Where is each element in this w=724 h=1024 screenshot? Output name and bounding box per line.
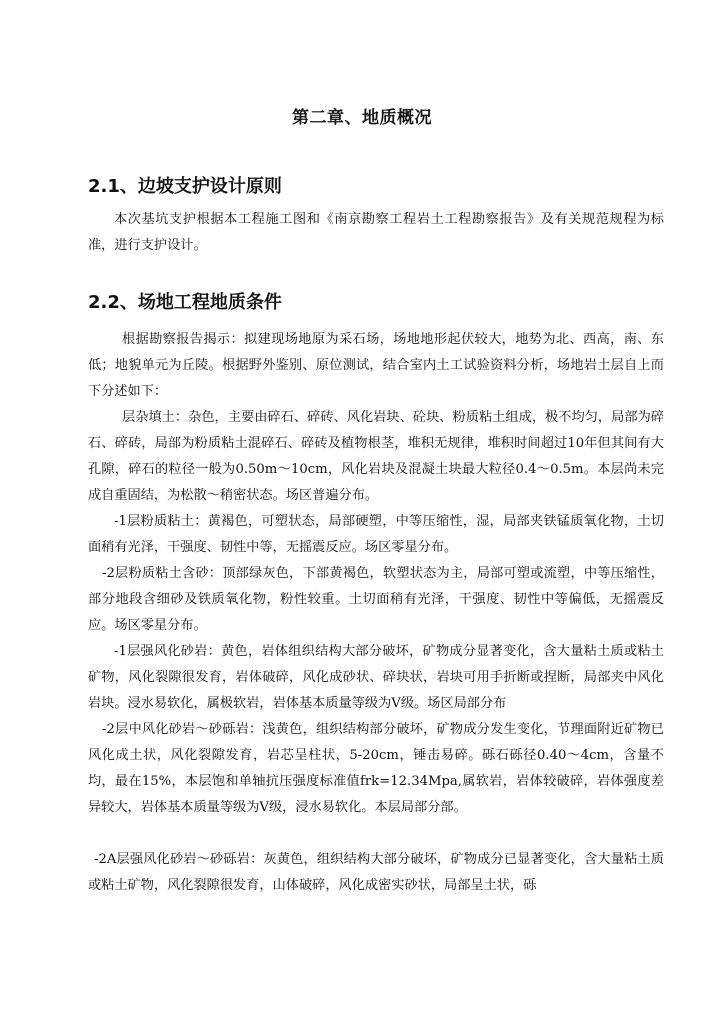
paragraph-silty-clay-1: -1层粉质粘土：黄褐色，可塑状态，局部硬塑，中等压缩性，湿，局部夹铁锰质氧化物，土切面稍有光泽，干强度、韧性中等，无摇震反应。场区零星分布。 <box>88 514 664 555</box>
paragraph-weathered-sandstone-2: -2层中风化砂岩～砂砾岩：浅黄色，组织结构部分破坏，矿物成分发生变化，节理面附近矿物已风化成土状，风化裂隙发育，岩芯呈柱状，5-20cm，锤击易碎。砾石砾径0.40～4cm，含量不均，最在15%，本层饱和单轴抗压强度标准值frk=12.34Mpa,属软岩，岩体较破碎，岩体强度差异较大，岩体基本质量等级为Ⅴ级，浸水易软化。本层局部分部。 <box>88 722 664 815</box>
paragraph-survey-summary: 根据勘察报告揭示：拟建现场地原为采石场，场地地形起伏较大，地势为北、西高，南、东低；地貌单元为丘陵。根据野外鉴别、原位测试，结合室内土工试验资料分析，场地岩土层自上而下分述如下： <box>88 332 664 399</box>
paragraph-silty-clay-2: -2层粉质粘土含砂：顶部绿灰色，下部黄褐色，软塑状态为主，局部可塑或流塑，中等压缩性，部分地段含细砂及铁质氧化物，粉性较重。土切面稍有光泽，干强度、韧性中等偏低，无摇震反应。场区零星分布。 <box>88 566 664 633</box>
paragraph-weathered-sandstone-1: -1层强风化砂岩：黄色，岩体组织结构大部分破坏，矿物成分显著变化，含大量粘土质或粘土矿物，风化裂隙很发育，岩体破碎，风化成砂状、碎块状，岩块可用手折断或捏断，局部夹中风化岩块。浸水易软化，属极软岩，岩体基本质量等级为Ⅴ级。场区局部分布 <box>88 644 664 711</box>
paragraph-design-principle: 本次基坑支护根据本工程施工图和《南京勘察工程岩土工程勘察报告》及有关规范规程为标准，进行支护设计。 <box>88 212 664 253</box>
paragraph-weathered-sandstone-2a: -2A层强风化砂岩～砂砾岩：灰黄色，组织结构大部分破坏，矿物成分已显著变化，含大量粘土质或粘土矿物，风化裂隙很发育，山体破碎，风化成密实砂状，局部呈土状，砾 <box>88 852 664 893</box>
paragraph-fill-layer: 层杂填土：杂色，主要由碎石、碎砖、风化岩块、砼块、粉质粘土组成，极不均匀，局部为碎石、碎砖，局部为粉质粘土混碎石、碎砖及植物根茎，堆积无规律，堆积时间超过10年但其间有大孔隙，碎石的粒径一般为0.50m～10cm，风化岩块及混凝土块最大粒径0.4～0.5m。本层尚未完成自重固结，为松散～稍密状态。场区普遍分布。 <box>88 410 664 503</box>
section-heading-2-1: 2.1、边坡支护设计原则 <box>88 176 282 197</box>
chapter-title: 第二章、地质概况 <box>292 108 432 128</box>
section-heading-2-2: 2.2、场地工程地质条件 <box>88 292 282 313</box>
